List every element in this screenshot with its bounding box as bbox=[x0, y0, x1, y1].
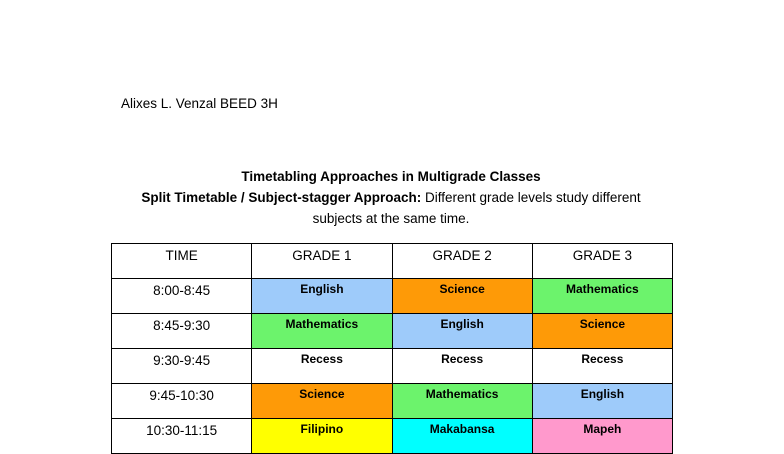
subject-cell-grade-3: Mathematics bbox=[532, 279, 672, 314]
subject-cell-grade-2: Makabansa bbox=[392, 419, 532, 454]
subject-cell-grade-3: English bbox=[532, 384, 672, 419]
subject-cell-grade-2: Science bbox=[392, 279, 532, 314]
table-row bbox=[112, 279, 673, 314]
subject-cell-grade-3: Science bbox=[532, 314, 672, 349]
timetable bbox=[111, 243, 673, 454]
header-time: TIME bbox=[112, 244, 252, 279]
document-title: Timetabling Approaches in Multigrade Classes bbox=[241, 169, 541, 184]
table-row bbox=[112, 384, 673, 419]
time-cell: 9:30-9:45 bbox=[112, 349, 252, 384]
approach-description bbox=[110, 187, 672, 229]
subject-cell-grade-2: Recess bbox=[392, 349, 532, 384]
subject-cell-grade-1: Filipino bbox=[252, 419, 392, 454]
table-row bbox=[112, 419, 673, 454]
subject-cell-grade-3: Recess bbox=[532, 349, 672, 384]
approach-label: Split Timetable / Subject-stagger Approach: bbox=[141, 190, 422, 205]
table-row bbox=[112, 314, 673, 349]
time-cell: 8:45-9:30 bbox=[112, 314, 252, 349]
subject-cell-grade-1: Recess bbox=[252, 349, 392, 384]
time-cell: 9:45-10:30 bbox=[112, 384, 252, 419]
author-line: Alixes L. Venzal BEED 3H bbox=[121, 96, 278, 111]
subject-cell-grade-2: English bbox=[392, 314, 532, 349]
subject-cell-grade-1: Science bbox=[252, 384, 392, 419]
header-grade-2: GRADE 2 bbox=[392, 244, 532, 279]
header-grade-1: GRADE 1 bbox=[252, 244, 392, 279]
table-row bbox=[112, 349, 673, 384]
table-header-row bbox=[112, 244, 673, 279]
time-cell: 8:00-8:45 bbox=[112, 279, 252, 314]
header-grade-3: GRADE 3 bbox=[532, 244, 672, 279]
subject-cell-grade-3: Mapeh bbox=[532, 419, 672, 454]
approach-desc-line1: Different grade levels study different bbox=[424, 190, 641, 205]
subject-cell-grade-1: English bbox=[252, 279, 392, 314]
time-cell: 10:30-11:15 bbox=[112, 419, 252, 454]
approach-desc-line2: subjects at the same time. bbox=[312, 211, 470, 226]
subject-cell-grade-2: Mathematics bbox=[392, 384, 532, 419]
subject-cell-grade-1: Mathematics bbox=[252, 314, 392, 349]
